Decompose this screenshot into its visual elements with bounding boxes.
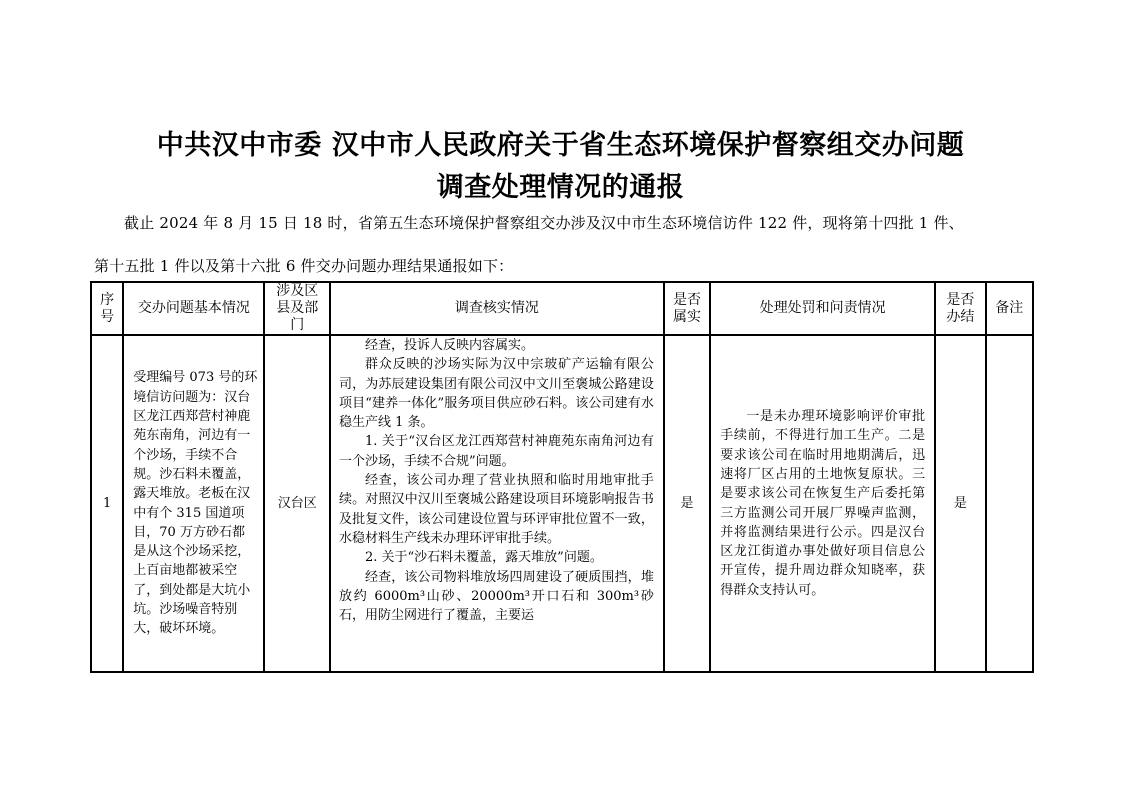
header-closed: 是否办结 bbox=[935, 282, 985, 335]
results-table bbox=[90, 281, 1034, 673]
document-title-line-1: 中共汉中市委 汉中市人民政府关于省生态环境保护督察组交办问题 bbox=[156, 130, 965, 161]
document-title-line-2: 调查处理情况的通报 bbox=[436, 172, 685, 203]
cell-verified: 是 bbox=[664, 335, 710, 672]
investigation-paragraph: 群众反映的沙场实际为汉中宗玻矿产运输有限公司，为苏辰建设集团有限公司汉中文川至褒城公路建设项目“建养一体化”服务项目供应砂石料。该公司建有水稳生产线 1 条。 bbox=[339, 357, 654, 431]
cell-closed: 是 bbox=[935, 335, 985, 672]
table-row bbox=[91, 335, 1033, 672]
header-investigation: 调查核实情况 bbox=[330, 282, 664, 335]
cell-investigation bbox=[330, 335, 664, 672]
investigation-paragraph: 1. 关于“汉台区龙江西郑营村神鹿苑东南角河边有一个沙场，手续不合规”问题。 bbox=[339, 434, 654, 469]
cell-basic-info bbox=[123, 335, 264, 672]
investigation-text bbox=[339, 336, 654, 671]
header-district: 涉及区县及部门 bbox=[264, 282, 330, 335]
header-verified: 是否属实 bbox=[664, 282, 710, 335]
investigation-paragraph: 经查，该公司物料堆放场四周建设了硬质围挡，堆放约 6000m³山砂、20000m³开口石和 300m³砂石，用防尘网进行了覆盖，主要运 bbox=[339, 569, 654, 624]
header-basic-info: 交办问题基本情况 bbox=[123, 282, 264, 335]
investigation-paragraph: 经查，投诉人反映内容属实。 bbox=[365, 338, 535, 353]
cell-district: 汉台区 bbox=[264, 335, 330, 672]
header-remark: 备注 bbox=[986, 282, 1033, 335]
intro-line-2: 第十五批 1 件以及第十六批 6 件交办问题办理结果通报如下： bbox=[94, 257, 514, 275]
investigation-paragraph: 2. 关于“沙石料未覆盖，露天堆放”问题。 bbox=[365, 550, 603, 566]
header-punishment: 处理处罚和问责情况 bbox=[710, 282, 935, 335]
investigation-paragraph: 经查，该公司办理了营业执照和临时用地审批手续。对照汉中汉川至褒城公路建设项目环境影响报告书及批复文件，该公司建设位置与环评审批位置不一致，水稳材料生产线未办理环评审批手续。 bbox=[339, 473, 654, 546]
header-seq: 序号 bbox=[91, 282, 123, 335]
cell-punishment bbox=[710, 335, 935, 672]
punishment-text: 一是未办理环境影响评价审批手续前，不得进行加工生产。二是要求该公司在临时用地期满后，迅速将厂区占用的土地恢复原状。三是要求该公司在恢复生产后委托第三方监测公司开展厂界噪声监测，并将监测结果进行公示。四是汉台区龙江街道办事处做好项目信息公开宣传，提升周边群众知晓率，获得群众支持认可。 bbox=[720, 409, 926, 598]
cell-seq: 1 bbox=[91, 335, 123, 672]
intro-line-1: 截止 2024 年 8 月 15 日 18 时，省第五生态环境保护督察组交办涉及汉中市生态环境信访件 122 件，现将第十四批 1 件、 bbox=[124, 214, 964, 232]
header-row bbox=[91, 282, 1033, 335]
basic-info-text: 受理编号 073 号的环境信访问题为：汉台区龙江西郑营村神鹿苑东南角，河边有一个沙场，手续不合规。沙石料未覆盖，露天堆放。老板在汉中有个 315 国道项目，70 万方砂石都是从这个沙场采挖，上百亩地都被采空了，到处都是大坑小坑。沙场噪音特别大，破坏环境。 bbox=[133, 370, 258, 637]
cell-remark bbox=[986, 335, 1033, 672]
